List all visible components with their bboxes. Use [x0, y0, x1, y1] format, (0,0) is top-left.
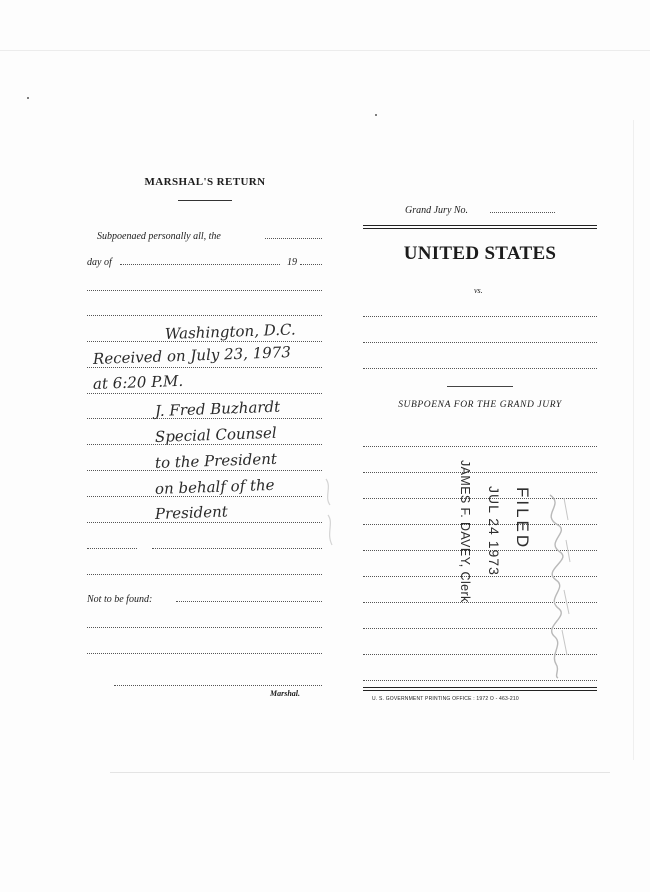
handwritten-scribble	[520, 490, 580, 680]
blank-line	[87, 315, 322, 316]
year-prefix: 19	[287, 257, 297, 268]
served-field	[265, 238, 322, 239]
handwritten-line: at 6:20 P.M.	[92, 371, 184, 393]
faint-mark	[318, 475, 342, 550]
handwritten-line: President	[154, 502, 229, 523]
blank-line	[87, 367, 322, 368]
printer-line: U. S. GOVERNMENT PRINTING OFFICE : 1972 O - 463-210	[372, 696, 519, 702]
title-rule	[178, 200, 232, 201]
year-field	[300, 264, 322, 265]
day-label: day of	[87, 257, 112, 268]
handwritten-line: J. Fred Buzhardt	[154, 397, 281, 420]
handwritten-line: Washington, D.C.	[164, 320, 296, 343]
blank-line	[363, 472, 597, 473]
not-found-field	[176, 601, 322, 602]
day-field	[120, 264, 280, 265]
paper-speck	[375, 114, 377, 116]
blank-line	[87, 522, 322, 523]
blank-line	[363, 680, 597, 681]
plaintiff-title: UNITED STATES	[403, 243, 557, 264]
blank-line	[87, 627, 322, 628]
subpoena-title: SUBPOENA FOR THE GRAND JURY	[398, 400, 562, 410]
marshals-return-title: MARSHAL'S RETURN	[144, 176, 266, 188]
filed-stamp-date: JUL 24 1973	[486, 486, 502, 576]
header-double-rule	[363, 225, 597, 229]
page-edge	[0, 50, 650, 51]
grand-jury-number-label: Grand Jury No.	[405, 205, 469, 216]
blank-line	[87, 290, 322, 291]
paper-speck	[27, 97, 29, 99]
defendant-line	[363, 316, 597, 317]
defendant-line	[363, 368, 597, 369]
blank-line	[87, 574, 322, 575]
handwritten-line: Special Counsel	[154, 423, 277, 446]
filed-stamp-clerk: JAMES F. DAVEY, Clerk	[458, 460, 472, 603]
handwritten-line: Received on July 23, 1973	[92, 343, 292, 368]
marshal-signature-field	[114, 685, 322, 686]
grand-jury-number-field	[490, 212, 555, 213]
defendant-line	[363, 342, 597, 343]
blank-line	[87, 653, 322, 654]
blank-line	[152, 548, 322, 549]
filed-stamp-status: FILED	[513, 487, 532, 551]
footer-double-rule	[363, 687, 597, 691]
marshal-signature-label: Marshal.	[270, 689, 301, 698]
blank-line	[87, 393, 322, 394]
page-edge	[110, 772, 610, 773]
served-label: Subpoenaed personally all, the	[97, 231, 221, 242]
handwritten-line: on behalf of the	[154, 475, 275, 498]
handwritten-line: to the President	[154, 449, 278, 472]
section-rule	[447, 386, 513, 387]
blank-line	[87, 548, 137, 549]
blank-line	[363, 446, 597, 447]
not-found-label: Not to be found:	[87, 594, 153, 605]
versus-label: vs.	[474, 286, 483, 295]
page-edge	[633, 120, 634, 760]
